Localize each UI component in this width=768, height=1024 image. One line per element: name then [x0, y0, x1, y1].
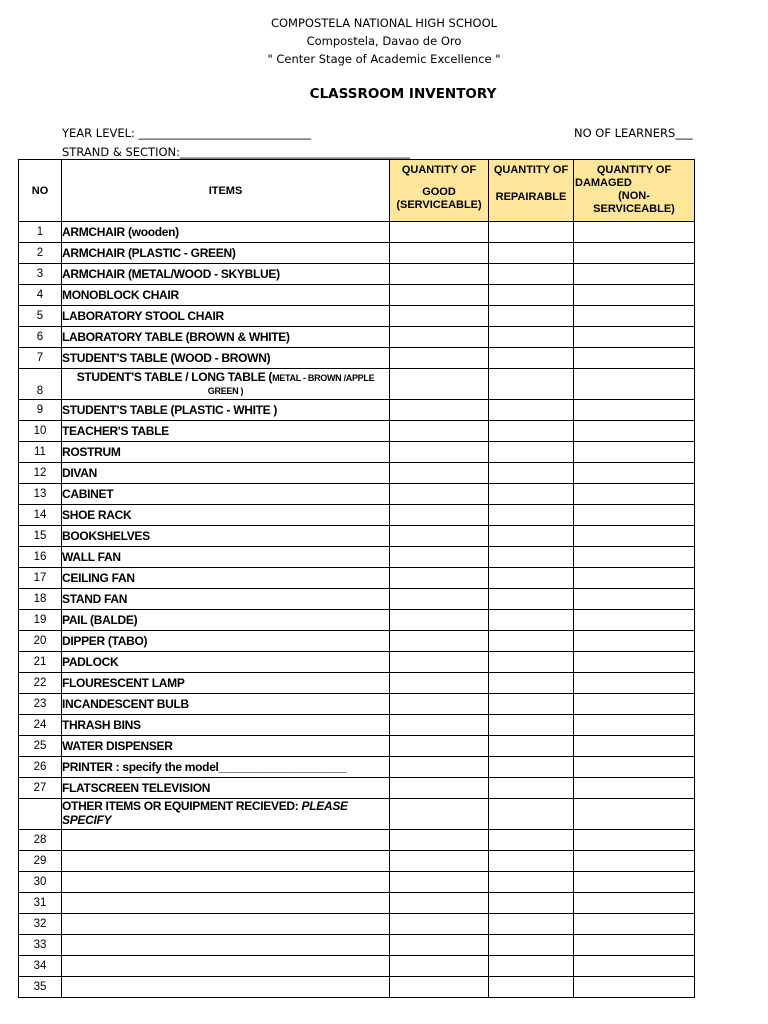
qty-repairable-cell[interactable] [489, 673, 574, 694]
qty-good-cell[interactable] [390, 421, 489, 442]
header-items: ITEMS [62, 160, 390, 222]
header-qty-good-sub [390, 186, 488, 212]
row-number: 17 [19, 568, 62, 589]
row-number: 29 [19, 851, 62, 872]
qty-damaged-cell[interactable] [574, 935, 695, 956]
header-qty-repairable-line2: REPAIRABLE [495, 191, 567, 203]
table-row [19, 799, 695, 830]
qty-damaged-cell[interactable] [574, 652, 695, 673]
table-row [19, 652, 695, 673]
qty-damaged-cell[interactable] [574, 799, 695, 830]
qty-damaged-cell[interactable] [574, 285, 695, 306]
qty-damaged-cell[interactable] [574, 610, 695, 631]
header-qty-good-line2: GOOD [422, 186, 456, 198]
item-name: WALL FAN [62, 547, 390, 568]
table-row [19, 778, 695, 799]
qty-good-cell[interactable] [390, 306, 489, 327]
qty-good-cell[interactable] [390, 610, 489, 631]
row-number: 33 [19, 935, 62, 956]
header-qty-good-line3: (SERVICEABLE) [396, 199, 482, 211]
row-number: 9 [19, 400, 62, 421]
row-number: 16 [19, 547, 62, 568]
table-row [19, 484, 695, 505]
table-row [19, 285, 695, 306]
qty-repairable-cell[interactable] [489, 264, 574, 285]
qty-repairable-cell[interactable] [489, 526, 574, 547]
table-row [19, 348, 695, 369]
qty-good-cell[interactable] [390, 830, 489, 851]
row-number: 4 [19, 285, 62, 306]
qty-repairable-cell[interactable] [489, 631, 574, 652]
row-number: 18 [19, 589, 62, 610]
item-name: DIVAN [62, 463, 390, 484]
row-number: 11 [19, 442, 62, 463]
qty-damaged-cell[interactable] [574, 484, 695, 505]
row-number: 8 [19, 369, 62, 400]
item-name [62, 935, 390, 956]
qty-damaged-cell[interactable] [574, 327, 695, 348]
qty-repairable-cell[interactable] [489, 369, 574, 400]
table-row [19, 442, 695, 463]
qty-damaged-cell[interactable] [574, 673, 695, 694]
item-name-detail: METAL - BROWN /APPLE GREEN ) [207, 373, 375, 396]
qty-damaged-cell[interactable] [574, 893, 695, 914]
item-name: CEILING FAN [62, 568, 390, 589]
qty-good-cell[interactable] [390, 956, 489, 977]
qty-repairable-cell[interactable] [489, 977, 574, 998]
qty-good-cell[interactable] [390, 442, 489, 463]
row-number: 2 [19, 243, 62, 264]
table-row [19, 369, 695, 400]
qty-damaged-cell[interactable] [574, 306, 695, 327]
item-name: DIPPER (TABO) [62, 631, 390, 652]
row-number: 24 [19, 715, 62, 736]
qty-good-cell[interactable] [390, 526, 489, 547]
qty-damaged-cell[interactable] [574, 348, 695, 369]
qty-good-cell[interactable] [390, 547, 489, 568]
school-name: COMPOSTELA NATIONAL HIGH SCHOOL [270, 16, 498, 30]
item-name: ARMCHAIR (METAL/WOOD - SKYBLUE) [62, 264, 390, 285]
item-name: LABORATORY TABLE (BROWN & WHITE) [62, 327, 390, 348]
row-number: 30 [19, 872, 62, 893]
row-number: 26 [19, 757, 62, 778]
qty-damaged-cell[interactable] [574, 977, 695, 998]
header-qty-damaged-line3: (NON- [618, 190, 650, 202]
table-row [19, 222, 695, 243]
row-number: 20 [19, 631, 62, 652]
qty-good-cell[interactable] [390, 327, 489, 348]
header-qty-damaged [574, 160, 695, 222]
table-row [19, 935, 695, 956]
strand-section-field[interactable]: STRAND & SECTION:________________________________________ [62, 145, 410, 159]
qty-damaged-cell[interactable] [574, 369, 695, 400]
qty-good-cell[interactable] [390, 893, 489, 914]
qty-damaged-cell[interactable] [574, 757, 695, 778]
item-name [62, 851, 390, 872]
table-row [19, 610, 695, 631]
qty-good-cell[interactable] [390, 348, 489, 369]
inventory-rows [19, 222, 695, 998]
qty-damaged-cell[interactable] [574, 851, 695, 872]
table-row [19, 306, 695, 327]
qty-good-cell[interactable] [390, 243, 489, 264]
row-number: 21 [19, 652, 62, 673]
header-qty-damaged-line1: QUANTITY OF [596, 164, 672, 176]
qty-repairable-cell[interactable] [489, 736, 574, 757]
qty-repairable-cell[interactable] [489, 306, 574, 327]
qty-damaged-cell[interactable] [574, 914, 695, 935]
qty-good-cell[interactable] [390, 484, 489, 505]
header-qty-repairable-line1: QUANTITY OF [493, 164, 569, 176]
header-qty-good-line1: QUANTITY OF [401, 164, 477, 176]
qty-repairable-cell[interactable] [489, 799, 574, 830]
row-number: 12 [19, 463, 62, 484]
header-no: NO [19, 160, 62, 222]
qty-repairable-cell[interactable] [489, 652, 574, 673]
qty-damaged-cell[interactable] [574, 589, 695, 610]
qty-damaged-cell[interactable] [574, 568, 695, 589]
row-number: 13 [19, 484, 62, 505]
table-row [19, 736, 695, 757]
qty-damaged-cell[interactable] [574, 222, 695, 243]
item-name: ARMCHAIR (PLASTIC - GREEN) [62, 243, 390, 264]
table-row [19, 715, 695, 736]
qty-damaged-cell[interactable] [574, 715, 695, 736]
qty-damaged-cell[interactable] [574, 736, 695, 757]
qty-repairable-cell[interactable] [489, 547, 574, 568]
qty-good-cell[interactable] [390, 694, 489, 715]
table-row [19, 243, 695, 264]
item-name [62, 369, 390, 400]
item-name [62, 872, 390, 893]
item-name-note: PLEASE SPECIFY [62, 799, 348, 827]
qty-repairable-cell[interactable] [489, 956, 574, 977]
item-name: PRINTER : specify the model____________________ [62, 757, 390, 778]
header-qty-damaged-line2: DAMAGED [575, 177, 632, 189]
qty-repairable-cell[interactable] [489, 935, 574, 956]
row-number: 14 [19, 505, 62, 526]
row-number: 7 [19, 348, 62, 369]
inventory-table [18, 159, 695, 998]
table-row [19, 421, 695, 442]
row-number: 23 [19, 694, 62, 715]
school-location: Compostela, Davao de Oro [306, 34, 462, 48]
item-name: STUDENT'S TABLE (PLASTIC - WHITE ) [62, 400, 390, 421]
row-number: 22 [19, 673, 62, 694]
header-qty-damaged-line4: SERVICEABLE) [593, 203, 675, 215]
item-name [62, 893, 390, 914]
row-number: 32 [19, 914, 62, 935]
qty-repairable-cell[interactable] [489, 222, 574, 243]
qty-good-cell[interactable] [390, 736, 489, 757]
item-name: STAND FAN [62, 589, 390, 610]
qty-good-cell[interactable] [390, 652, 489, 673]
table-row [19, 977, 695, 998]
row-number: 3 [19, 264, 62, 285]
qty-good-cell[interactable] [390, 589, 489, 610]
table-row [19, 505, 695, 526]
qty-repairable-cell[interactable] [489, 285, 574, 306]
qty-good-cell[interactable] [390, 935, 489, 956]
qty-damaged-cell[interactable] [574, 694, 695, 715]
qty-damaged-cell[interactable] [574, 463, 695, 484]
row-number: 10 [19, 421, 62, 442]
year-level-field[interactable]: YEAR LEVEL: ______________________________ [62, 126, 312, 140]
item-name [62, 830, 390, 851]
qty-repairable-cell[interactable] [489, 893, 574, 914]
table-row [19, 568, 695, 589]
item-name: MONOBLOCK CHAIR [62, 285, 390, 306]
qty-good-cell[interactable] [390, 222, 489, 243]
row-number: 27 [19, 778, 62, 799]
row-number: 34 [19, 956, 62, 977]
school-motto: " Center Stage of Academic Excellence " [267, 52, 501, 66]
qty-good-cell[interactable] [390, 914, 489, 935]
table-row [19, 400, 695, 421]
qty-good-cell[interactable] [390, 631, 489, 652]
item-name: FLATSCREEN TELEVISION [62, 778, 390, 799]
qty-good-cell[interactable] [390, 757, 489, 778]
table-row [19, 830, 695, 851]
header-qty-good [390, 160, 489, 222]
table-row [19, 872, 695, 893]
table-row [19, 526, 695, 547]
qty-repairable-cell[interactable] [489, 463, 574, 484]
item-name: FLOURESCENT LAMP [62, 673, 390, 694]
qty-repairable-cell[interactable] [489, 830, 574, 851]
table-row [19, 673, 695, 694]
qty-repairable-cell[interactable] [489, 400, 574, 421]
row-number: 25 [19, 736, 62, 757]
item-name: LABORATORY STOOL CHAIR [62, 306, 390, 327]
item-name-main: STUDENT'S TABLE / LONG TABLE ( [76, 370, 273, 384]
qty-good-cell[interactable] [390, 264, 489, 285]
qty-damaged-cell[interactable] [574, 505, 695, 526]
qty-good-cell[interactable] [390, 568, 489, 589]
row-number: 31 [19, 893, 62, 914]
qty-repairable-cell[interactable] [489, 421, 574, 442]
item-name: THRASH BINS [62, 715, 390, 736]
qty-repairable-cell[interactable] [489, 348, 574, 369]
qty-repairable-cell[interactable] [489, 851, 574, 872]
row-number: 6 [19, 327, 62, 348]
item-name: TEACHER'S TABLE [62, 421, 390, 442]
item-name [62, 977, 390, 998]
item-name [62, 914, 390, 935]
row-number: 28 [19, 830, 62, 851]
qty-damaged-cell[interactable] [574, 830, 695, 851]
qty-good-cell[interactable] [390, 505, 489, 526]
qty-good-cell[interactable] [390, 851, 489, 872]
table-row [19, 327, 695, 348]
item-name-main: OTHER ITEMS OR EQUIPMENT RECIEVED: [62, 799, 302, 813]
qty-damaged-cell[interactable] [574, 872, 695, 893]
table-row [19, 956, 695, 977]
table-row [19, 264, 695, 285]
qty-repairable-cell[interactable] [489, 757, 574, 778]
row-number: 5 [19, 306, 62, 327]
item-name: BOOKSHELVES [62, 526, 390, 547]
qty-repairable-cell[interactable] [489, 872, 574, 893]
qty-damaged-cell[interactable] [574, 547, 695, 568]
qty-good-cell[interactable] [390, 977, 489, 998]
row-number: 1 [19, 222, 62, 243]
qty-good-cell[interactable] [390, 463, 489, 484]
table-row [19, 463, 695, 484]
qty-damaged-cell[interactable] [574, 442, 695, 463]
qty-repairable-cell[interactable] [489, 327, 574, 348]
qty-good-cell[interactable] [390, 673, 489, 694]
qty-damaged-cell[interactable] [574, 400, 695, 421]
qty-repairable-cell[interactable] [489, 568, 574, 589]
item-name: PAIL (BALDE) [62, 610, 390, 631]
item-name: ARMCHAIR (wooden) [62, 222, 390, 243]
item-name: SHOE RACK [62, 505, 390, 526]
qty-good-cell[interactable] [390, 369, 489, 400]
table-row [19, 694, 695, 715]
table-row [19, 851, 695, 872]
item-name [62, 799, 390, 830]
row-number [19, 799, 62, 830]
table-row [19, 757, 695, 778]
qty-good-cell[interactable] [390, 872, 489, 893]
form-title: CLASSROOM INVENTORY [309, 86, 497, 102]
qty-good-cell[interactable] [390, 285, 489, 306]
qty-repairable-cell[interactable] [489, 589, 574, 610]
learners-count-field[interactable]: NO OF LEARNERS___ [574, 126, 693, 140]
item-name: WATER DISPENSER [62, 736, 390, 757]
qty-damaged-cell[interactable] [574, 956, 695, 977]
qty-good-cell[interactable] [390, 400, 489, 421]
item-name [62, 956, 390, 977]
row-number: 35 [19, 977, 62, 998]
qty-damaged-cell[interactable] [574, 631, 695, 652]
qty-repairable-cell[interactable] [489, 778, 574, 799]
qty-damaged-cell[interactable] [574, 264, 695, 285]
item-name: STUDENT'S TABLE (WOOD - BROWN) [62, 348, 390, 369]
qty-good-cell[interactable] [390, 715, 489, 736]
qty-repairable-cell[interactable] [489, 484, 574, 505]
school-header [0, 14, 768, 68]
table-row [19, 547, 695, 568]
table-row [19, 631, 695, 652]
table-header-row [19, 160, 695, 222]
qty-repairable-cell[interactable] [489, 442, 574, 463]
table-row [19, 589, 695, 610]
item-name: CABINET [62, 484, 390, 505]
qty-good-cell[interactable] [390, 799, 489, 830]
qty-damaged-cell[interactable] [574, 243, 695, 264]
qty-repairable-cell[interactable] [489, 715, 574, 736]
qty-damaged-cell[interactable] [574, 778, 695, 799]
table-row [19, 914, 695, 935]
item-name: ROSTRUM [62, 442, 390, 463]
row-number: 19 [19, 610, 62, 631]
row-number: 15 [19, 526, 62, 547]
item-name: PADLOCK [62, 652, 390, 673]
qty-damaged-cell[interactable] [574, 526, 695, 547]
qty-repairable-cell[interactable] [489, 505, 574, 526]
table-row [19, 893, 695, 914]
qty-repairable-cell[interactable] [489, 914, 574, 935]
qty-damaged-cell[interactable] [574, 421, 695, 442]
qty-repairable-cell[interactable] [489, 694, 574, 715]
item-name: INCANDESCENT BULB [62, 694, 390, 715]
qty-repairable-cell[interactable] [489, 610, 574, 631]
header-qty-repairable [489, 160, 574, 222]
qty-repairable-cell[interactable] [489, 243, 574, 264]
qty-good-cell[interactable] [390, 778, 489, 799]
